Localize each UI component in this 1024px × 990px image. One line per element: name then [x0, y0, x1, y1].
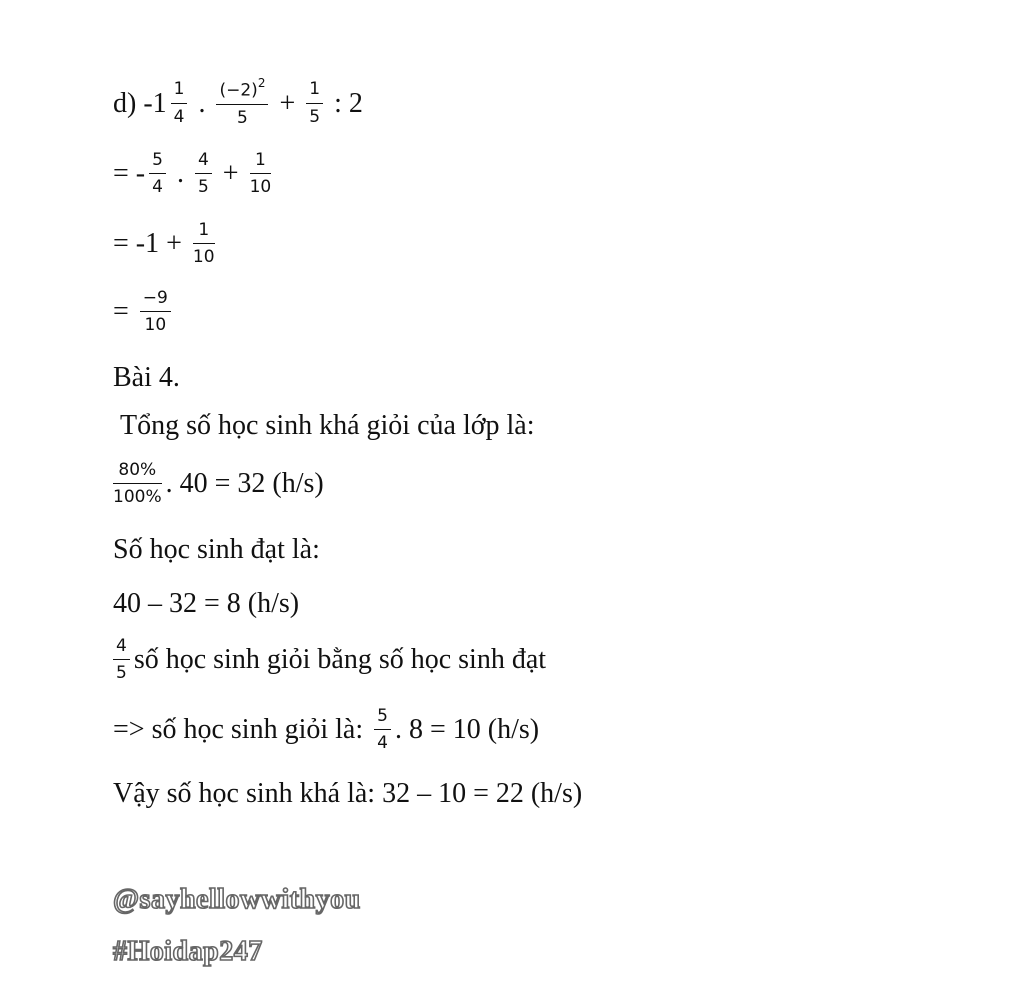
section-heading-text: Bài 4.: [113, 362, 180, 393]
fraction-numerator: 5: [149, 150, 166, 174]
signature-handle: @sayhellowwithyou: [113, 884, 361, 915]
step-3: [113, 288, 175, 337]
calc-pass: [113, 590, 299, 618]
fraction-numerator: −9: [140, 288, 171, 312]
calc-excellent-prefix: => số học sinh giỏi là:: [113, 714, 371, 746]
fraction-numerator: 80%: [113, 460, 162, 484]
fraction-numerator: 4: [195, 150, 212, 174]
fraction-4-5: [113, 636, 130, 685]
fraction-numerator: 1: [171, 79, 188, 103]
fraction-5-4: [374, 706, 391, 755]
exponent: 2: [257, 76, 266, 90]
calc-total-rest: . 40 = 32 (h/s): [165, 468, 324, 500]
base: (−2): [219, 80, 258, 101]
calc-excellent-rest: . 8 = 10 (h/s): [394, 714, 540, 746]
calc-total: [113, 460, 324, 509]
fraction-denominator: 5: [237, 107, 248, 128]
fraction-numerator: 1: [193, 220, 215, 244]
expression-d: [113, 78, 363, 129]
ratio-statement: [113, 636, 546, 685]
total-label: [120, 412, 535, 440]
multiply-dot: .: [169, 158, 191, 190]
conclusion-text: Vậy số học sinh khá là: 32 – 10 = 22 (h/s): [113, 778, 583, 809]
fraction-5-4: [149, 150, 166, 199]
fraction-1-4: [171, 79, 188, 128]
fraction-denominator: 5: [309, 106, 321, 127]
fraction-80-100-percent: [113, 460, 162, 509]
divide-tail: : 2: [327, 87, 363, 119]
fraction-numerator: 5: [374, 706, 391, 730]
conclusion: [113, 780, 582, 808]
fraction-numerator: [216, 78, 268, 105]
pass-label: [113, 536, 320, 564]
fraction-neg2-squared-over-5: [216, 78, 268, 129]
step-prefix: = -1 +: [113, 228, 189, 260]
ratio-statement-text: số học sinh giỏi bằng số học sinh đạt: [133, 644, 547, 676]
fraction-1-10: [250, 150, 272, 199]
calc-excellent: [113, 706, 539, 755]
fraction-denominator: 100%: [113, 487, 162, 508]
fraction-neg9-10: [140, 288, 171, 337]
total-label-text: Tổng số học sinh khá giỏi của lớp là:: [120, 410, 535, 441]
step-prefix: =: [113, 296, 136, 328]
section-heading: [113, 364, 180, 392]
plus-sign: +: [215, 158, 246, 190]
pass-label-text: Số học sinh đạt là:: [113, 534, 320, 565]
fraction-denominator: 4: [173, 106, 185, 127]
fraction-denominator: 5: [197, 177, 209, 198]
fraction-1-10: [193, 220, 215, 269]
step-2: [113, 220, 219, 269]
fraction-numerator: 1: [306, 79, 323, 103]
fraction-numerator: 4: [113, 636, 130, 660]
fraction-denominator: 10: [144, 315, 167, 336]
fraction-denominator: 10: [192, 247, 215, 268]
fraction-denominator: 4: [152, 177, 163, 198]
fraction-numerator: 1: [250, 150, 272, 174]
fraction-4-5: [195, 150, 212, 199]
calc-pass-text: 40 – 32 = 8 (h/s): [113, 588, 300, 619]
multiply-dot: .: [191, 87, 213, 119]
step-prefix: = -: [113, 158, 146, 190]
fraction-denominator: 10: [249, 177, 272, 198]
step-1: [113, 150, 275, 199]
fraction-1-5: [306, 79, 323, 128]
plus-sign: +: [272, 87, 303, 119]
signature-tag: #Hoidap247: [113, 936, 263, 967]
label-d: d) -1: [113, 87, 167, 119]
fraction-denominator: 4: [377, 733, 388, 754]
fraction-denominator: 5: [116, 663, 127, 684]
